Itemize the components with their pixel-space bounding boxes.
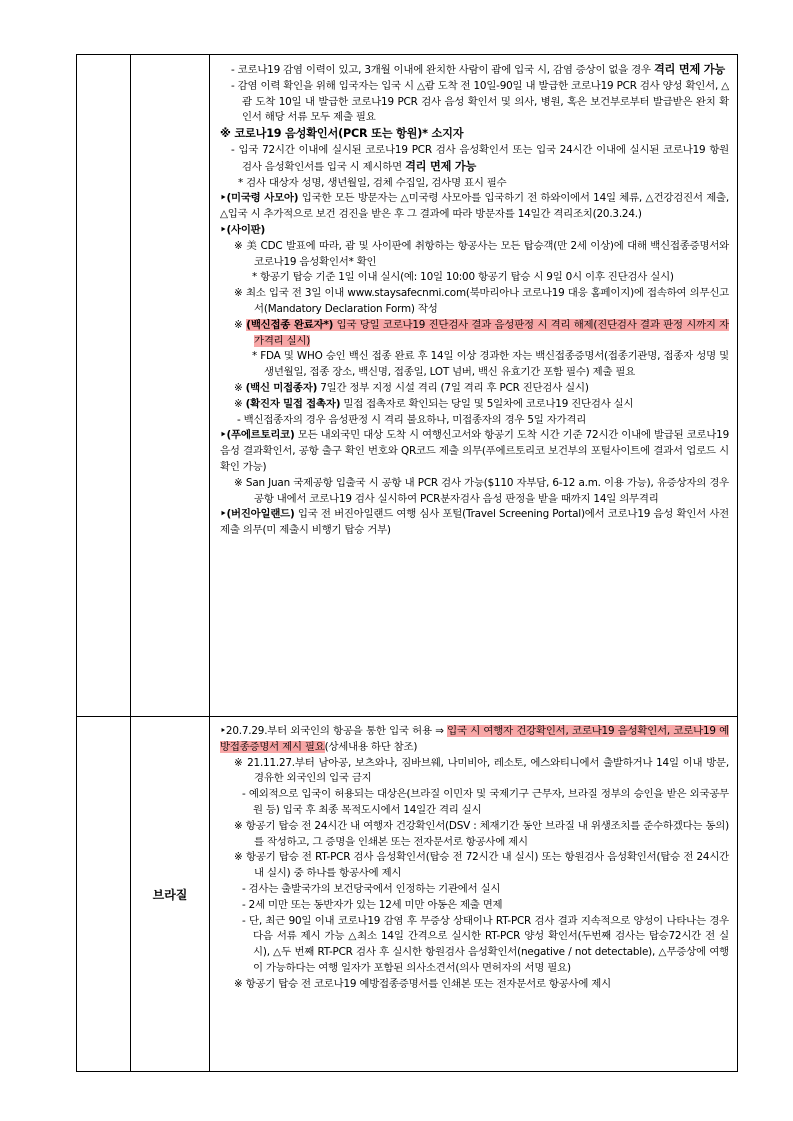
list-item: - 예외적으로 입국이 허용되는 대상은(브라질 이민자 및 국제기구 근무자, 브라질 정부의 승인을 받은 외국공무원 등) 입국 후 최종 목적도시에서 14일간 격리 실시 [242,788,729,816]
content-cell [210,55,738,717]
list-item: ※ 항공기 탑승 전 24시간 내 여행자 건강확인서(DSV : 체재기간 동안 브라질 내 위생조치를 준수하겠다는 동의)를 작성하고, 그 증명을 인쇄본 또는 전자문서로 항공사에 제시 [234,819,729,848]
region-cell [77,55,131,717]
list-item: - 코로나19 감염 이력이 있고, 3개월 이내에 완치한 사람이 괌에 입국 시, 감염 증상이 없을 경우 격리 면제 가능 [231,63,725,76]
list-item: * 항공기 탑승 기준 1일 이내 실시(예: 10일 10:00 항공기 탑승 시 9일 0시 이후 진단검사 실시) [252,271,674,284]
list-item: * 검사 대상자 성명, 생년월일, 검체 수집일, 검사명 표시 필수 [238,176,507,189]
list-item: ※ (백신접종 완료자*) 입국 당일 코로나19 진단검사 결과 음성판정 시 격리 해제(진단검사 결과 판정 시까지 자가격리 실시) [234,318,730,347]
table-row [77,717,738,1072]
list-item: ※ 항공기 탑승 전 RT-PCR 검사 음성확인서(탑승 전 72시간 내 실시) 또는 항원검사 음성확인서(탑승 전 24시간 내 실시) 중 하나를 항공사에 제시 [234,851,729,880]
table-row [77,55,738,717]
list-item: ※ 코로나19 음성확인서(PCR 또는 항원)* 소지자 [220,127,464,141]
country-cell: 브라질 [131,717,210,1072]
country-cell [131,55,210,717]
list-item: ※ (백신 미접종자) 7일간 정부 지정 시설 격리 (7일 격리 후 PCR 진단검사 실시) [234,381,589,394]
list-item: * FDA 및 WHO 승인 백신 접종 완료 후 14일 이상 경과한 자는 백신접종증명서(접종기관명, 접종자 성명 및 생년월일, 접종 장소, 백신명, 접종일, LOT 넘버, 백신 유효기간 포함 필수) 제출 필요 [252,350,729,379]
content-cell [210,717,738,1072]
list-item: - 입국 72시간 이내에 실시된 코로나19 PCR 검사 음성확인서 또는 입국 24시간 이내에 실시된 코로나19 항원 검사 음성확인서를 입국 시 제시하면 격리 면제 가능 [231,143,729,173]
list-item: ※ 최소 입국 전 3일 이내 www.staysafecnmi.com(북마리아나 코로나19 대응 홈페이지)에 접속하여 의무신고서(Mandatory Declaration Form) 작성 [234,287,729,315]
list-item: - 2세 미만 또는 동반자가 있는 12세 미만 아동은 제출 면제 [242,898,503,911]
list-item: ‣(미국령 사모아) 입국한 모든 방문자는 △미국령 사모아를 입국하기 전 하와이에서 14일 체류, △건강검진서 제출, △입국 시 추가적으로 보건 검진을 받은 후 그 결과에 따라 방문자를 14일간 격리조치(20.3.24.) [220,192,729,221]
list-item: - 단, 최근 90일 이내 코로나19 감염 후 무증상 상태이나 RT-PCR 검사 결과 지속적으로 양성이 나타나는 경우 다음 서류 제시 가능 △최소 14일 간격으로 실시한 RT-PCR 양성 확인서(두번째 검사는 탑승72시간 전 실시), △두 번째 RT-PCR 검사 후 실시한 항원검사 음성확인서(negative / not detectable), △무증상에 여행이 가능하다는 여행 일자가 포함된 의사소견서(의사 면허자의 서명 필요) [242,914,729,974]
list-item: ‣(사이판) [220,223,266,236]
list-item: ※ 항공기 탑승 전 코로나19 예방접종증명서를 인쇄본 또는 전자문서로 항공사에 제시 [234,977,611,990]
list-item: - 백신접종자의 경우 음성판정 시 격리 불요하나, 미접종자의 경우 5일 자가격리 [237,413,587,426]
list-item: - 감염 이력 확인을 위해 입국자는 입국 시 △괌 도착 전 10일-90일 내 발급한 코로나19 PCR 검사 양성 확인서, △괌 도착 10일 내 발급한 코로나19 PCR 검사 음성 확인서 및 의사, 병원, 혹은 보건부로부터 발급받은 완치 확인서 해당 서류 모두 제출 필요 [231,79,729,124]
list-item: ※ 美 CDC 발표에 따라, 괌 및 사이판에 취항하는 항공사는 모든 탑승객(만 2세 이상)에 대해 백신접종증명서와 코로나19 음성확인서* 확인 [234,239,729,268]
region-cell [77,717,131,1072]
list-item: - 검사는 출발국가의 보건당국에서 인정하는 기관에서 실시 [242,882,501,895]
list-item: ‣20.7.29.부터 외국인의 항공을 통한 입국 허용 ⇒ 입국 시 여행자 건강확인서, 코로나19 음성확인서, 코로나19 예방접종증명서 제시 필요(상세내용 하단 참조) [220,725,729,753]
list-item: ‣(푸에르토리코) 모든 내외국민 대상 도착 시 여행신고서와 항공기 도착 시간 기준 72시간 이내에 발급된 코로나19 음성 결과확인서, 공항 출구 확인 번호와 QR코드 제출 의무(푸에르토리코 보건부의 포털사이트에 결과서 업로드 시 확인 가능) [220,429,729,473]
list-item: ‣(버진아일랜드) 입국 전 버진아일랜드 여행 심사 포털(Travel Screening Portal)에서 코로나19 음성 확인서 사전 제출 의무(미 제출시 비행기 탑승 거부) [220,508,729,537]
list-item: ※ San Juan 국제공항 입출국 시 공항 내 PCR 검사 가능($110 자부담, 6-12 a.m. 이용 가능), 유증상자의 경우 공항 내에서 코로나19 검사 실시하여 PCR분자검사 음성 판정을 받을 때까지 14일 의무격리 [234,476,729,505]
list-item: ※ 21.11.27.부터 남아공, 보츠와나, 짐바브웨, 나미비아, 레소토, 에스와티니에서 출발하거나 14일 이내 방문, 경유한 외국인의 입국 금지 [234,756,729,785]
list-item: ※ (확진자 밀접 접촉자) 밀접 접촉자로 확인되는 당일 및 5일차에 코로나19 진단검사 실시 [234,397,634,410]
document-table [76,54,738,1072]
